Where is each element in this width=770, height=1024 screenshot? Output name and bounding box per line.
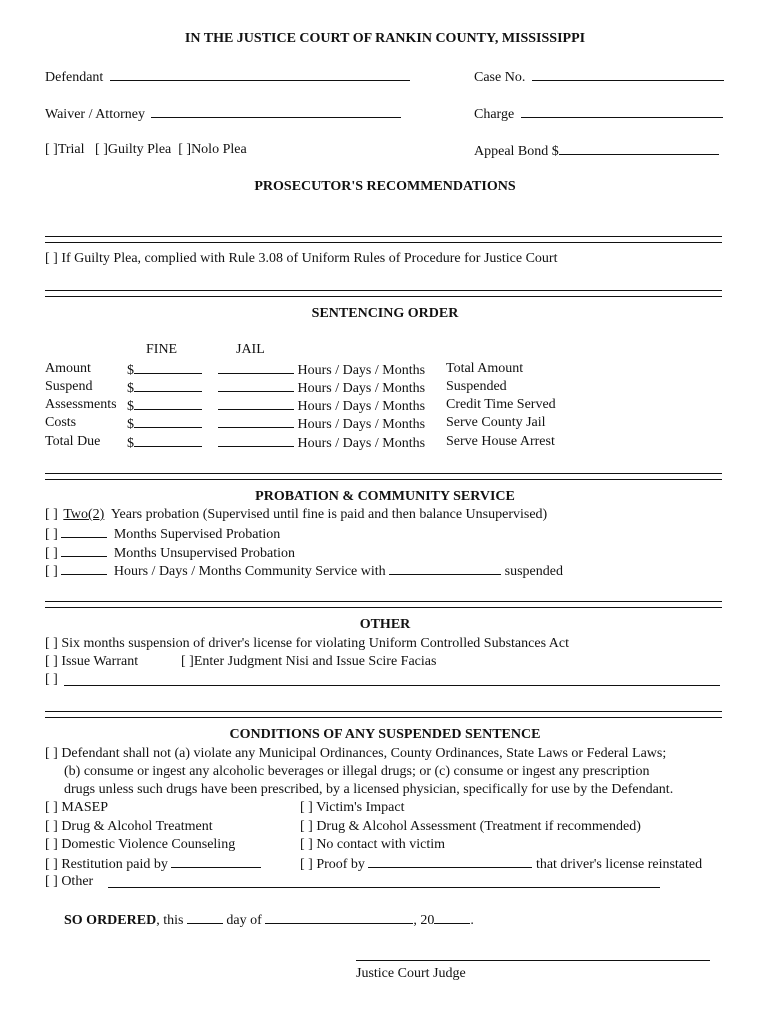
drug-treatment[interactable]: [ ] Drug & Alcohol Treatment [45,819,213,834]
case-no-row [474,67,724,86]
right-label: Serve House Arrest [446,434,555,449]
victims-impact[interactable]: [ ] Victim's Impact [300,800,405,815]
probation-title: PROBATION & COMMUNITY SERVICE [255,489,515,504]
probation-row-supervised[interactable] [45,524,280,543]
this-text: , this [156,913,184,928]
blank-field[interactable] [61,543,107,557]
checkbox[interactable]: [ ] [45,672,58,687]
separator-line [45,473,722,480]
case-no-field[interactable] [532,67,724,81]
proof-field[interactable] [368,854,532,868]
case-no-label: Case No. [474,70,526,85]
proof-row[interactable] [300,854,702,873]
charge-label: Charge [474,107,515,122]
separator-line [45,601,722,608]
right-label: Credit Time Served [446,397,556,412]
dollar-sign: $ [127,436,134,451]
fine-field[interactable] [134,378,202,392]
appeal-bond-row [474,141,719,160]
community-field[interactable] [389,561,501,575]
suspended-text: suspended [504,564,563,579]
proof-label: [ ] Proof by [300,857,365,872]
right-label: Total Amount [446,361,524,376]
fine-header: FINE [146,342,178,357]
jail-field[interactable] [218,414,294,428]
right-label: Serve County Jail [446,415,546,430]
dollar-sign: $ [127,381,134,396]
conditions-para-line1[interactable]: [ ] Defendant shall not (a) violate any Municipal Ordinances, County Ordinances, State Laws or Federal Laws; [45,746,667,761]
appeal-bond-label: Appeal Bond $ [474,144,559,159]
two-years: Two(2) [63,507,105,522]
waiver-label: Waiver / Attorney [45,107,145,122]
charge-row [474,104,723,123]
jail-field[interactable] [218,360,294,374]
community-text: Hours / Days / Months Community Service with [113,564,386,579]
restitution-row[interactable] [45,854,261,873]
sentencing-title: SENTENCING ORDER [311,306,459,321]
issue-warrant[interactable]: [ ] Issue Warrant [45,654,139,669]
unit-label: Hours / Days / Months [297,381,426,396]
unit-label: Hours / Days / Months [297,363,426,378]
supervised-text: Months Supervised Probation [113,527,281,542]
fine-field[interactable] [134,360,202,374]
checkbox[interactable]: [ ] [45,546,58,561]
year-field[interactable] [434,910,470,924]
other-title: OTHER [359,617,411,632]
unit-label: Hours / Days / Months [297,436,426,451]
fine-field[interactable] [134,396,202,410]
dollar-sign: $ [127,363,134,378]
separator-line [45,236,722,243]
drug-assessment[interactable]: [ ] Drug & Alcohol Assessment (Treatment if recommended) [300,819,641,834]
unsupervised-text: Months Unsupervised Probation [113,546,296,561]
dollar-sign: $ [127,417,134,432]
probation-row-unsupervised[interactable] [45,543,295,562]
period: . [470,913,474,928]
license-suspension[interactable]: [ ] Six months suspension of driver's license for violating Uniform Controlled Substances Act [45,636,569,651]
row-label: Amount [45,361,91,376]
no-contact[interactable]: [ ] No contact with victim [300,837,446,852]
separator-line [45,711,722,718]
defendant-label: Defendant [45,70,104,85]
proof-tail: that driver's license reinstated [535,857,703,872]
blank-field[interactable] [61,524,107,538]
fine-field[interactable] [134,433,202,447]
day-field[interactable] [187,910,223,924]
masep[interactable]: [ ] MASEP [45,800,109,815]
unit-label: Hours / Days / Months [297,417,426,432]
defendant-row [45,67,410,86]
jail-field[interactable] [218,378,294,392]
row-label: Suspend [45,379,93,394]
jail-header: JAIL [236,342,265,357]
judge-signature-line[interactable] [356,960,710,961]
row-label: Assessments [45,397,117,412]
defendant-field[interactable] [110,67,410,81]
restitution-label: [ ] Restitution paid by [45,857,168,872]
right-label: Suspended [446,379,507,394]
charge-field[interactable] [521,104,723,118]
probation-years-text: Years probation (Supervised until fine is paid and then balance Unsupervised) [110,507,548,522]
probation-row-years[interactable] [45,506,547,523]
other-blank-line[interactable] [64,685,720,686]
conditions-title: CONDITIONS OF ANY SUSPENDED SENTENCE [229,727,541,742]
so-ordered-row [64,910,474,929]
jail-field[interactable] [218,396,294,410]
prosecutor-title: PROSECUTOR'S RECOMMENDATIONS [254,179,516,194]
waiver-row [45,104,401,123]
blank-field[interactable] [61,561,107,575]
row-label: Total Due [45,434,101,449]
restitution-field[interactable] [171,854,261,868]
so-ordered: SO ORDERED [64,913,157,928]
month-field[interactable] [265,910,413,924]
checkbox[interactable]: [ ] [45,507,58,522]
court-title: IN THE JUSTICE COURT OF RANKIN COUNTY, MISSISSIPPI [184,31,586,46]
row-label: Costs [45,415,77,430]
year-prefix: , 20 [413,913,435,928]
judgment-nisi[interactable]: [ ]Enter Judgment Nisi and Issue Scire Facias [181,654,437,669]
fine-field[interactable] [134,414,202,428]
checkbox[interactable]: [ ] [45,564,58,579]
waiver-field[interactable] [151,104,401,118]
other-blank-row[interactable] [45,671,58,688]
guilty-plea-rule[interactable]: [ ] If Guilty Plea, complied with Rule 3.08 of Uniform Rules of Procedure for Justice Court [45,251,558,266]
conditions-para-line3: drugs unless such drugs have been prescribed, by a licensed physician, specifically for use by the Defendant. [64,782,674,797]
dollar-sign: $ [127,399,134,414]
separator-line [45,290,722,297]
probation-row-community[interactable] [45,561,563,580]
domestic-violence[interactable]: [ ] Domestic Violence Counseling [45,837,236,852]
plea-options[interactable]: [ ]Trial [ ]Guilty Plea [ ]Nolo Plea [45,142,247,157]
judge-label: Justice Court Judge [356,966,466,981]
other-condition-label[interactable]: [ ] Other [45,874,94,889]
jail-field[interactable] [218,433,294,447]
appeal-bond-field[interactable] [559,141,719,155]
day-of-text: day of [226,913,262,928]
conditions-para-line2: (b) consume or ingest any alcoholic beverages or illegal drugs; or (c) consume or ingest any prescription [64,764,650,779]
other-condition-line[interactable] [108,887,660,888]
checkbox[interactable]: [ ] [45,527,58,542]
unit-label: Hours / Days / Months [297,399,426,414]
